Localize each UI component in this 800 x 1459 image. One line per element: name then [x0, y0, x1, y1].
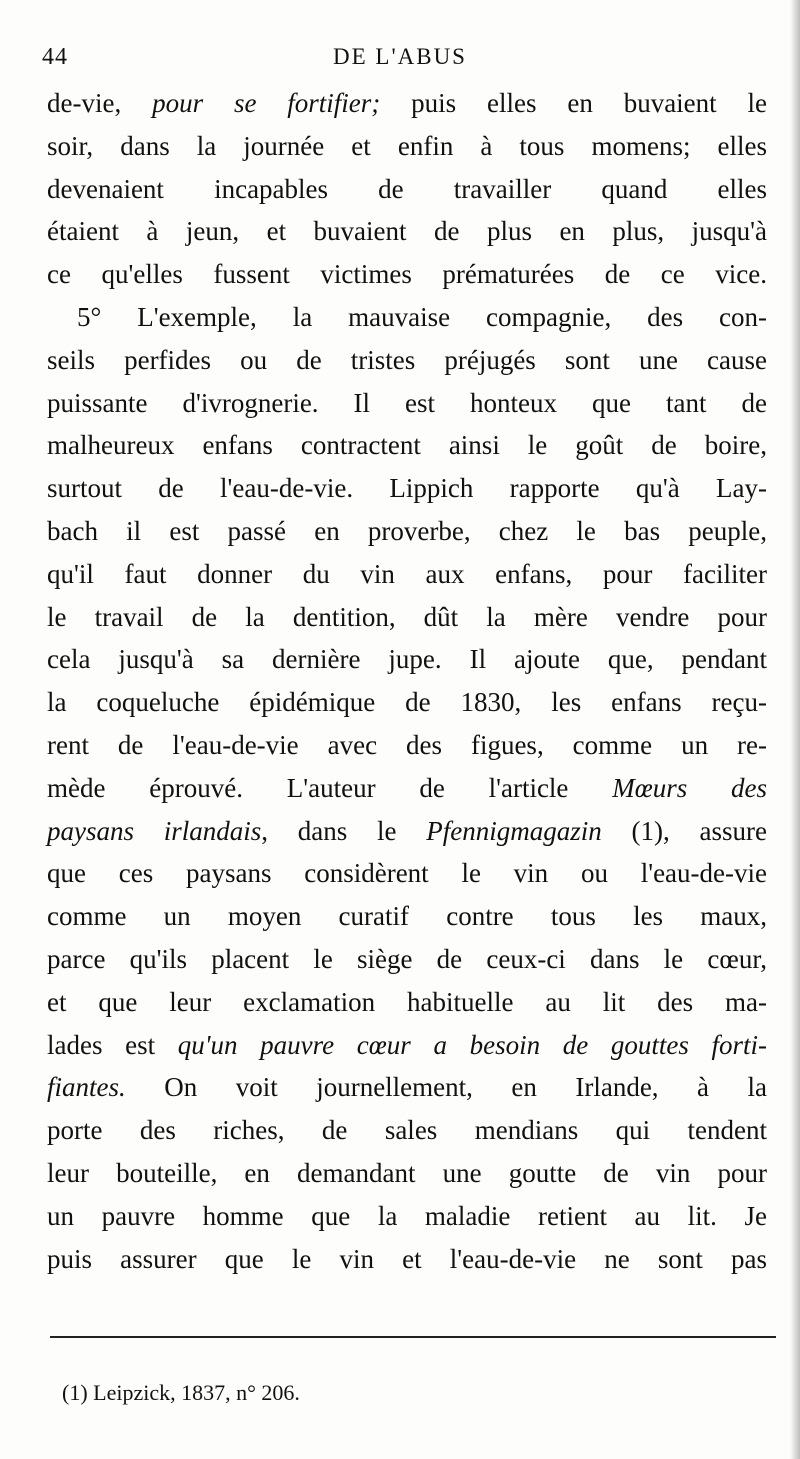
text-line: [47, 638, 767, 681]
text-line: [47, 810, 767, 853]
text-line: [47, 895, 767, 938]
text-segment: On voit journellement, en Irlande, à la: [125, 1072, 767, 1103]
text-segment: (1), assure: [601, 815, 767, 846]
text-segment: rent de l'eau-de-vie avec des figues, comme un re-: [47, 729, 767, 760]
footnote: (1) Leipzick, 1837, n° 206.: [62, 1380, 300, 1405]
text-segment: mède éprouvé. L'auteur de l'article: [47, 772, 613, 803]
italic-text: fiantes.: [47, 1072, 126, 1103]
text-line: [47, 767, 767, 810]
text-line: [47, 681, 767, 724]
text-line: [47, 596, 767, 639]
text-line: [47, 296, 767, 339]
text-line: [47, 253, 767, 296]
text-line: [47, 1024, 767, 1067]
text-segment: devenaient incapables de travailler quand elles: [47, 173, 767, 204]
page-number: 44: [42, 44, 68, 70]
italic-text: Pfennigmagazin: [426, 815, 602, 846]
footnote-rule: [50, 1336, 776, 1338]
text-line: [47, 1195, 767, 1238]
text-line: [47, 82, 767, 125]
text-line: [47, 510, 767, 553]
text-segment: de-vie,: [47, 88, 153, 118]
text-line: [47, 1152, 767, 1195]
text-line: [47, 168, 767, 211]
body-text: [47, 82, 767, 1280]
text-segment: lades est: [47, 1029, 178, 1060]
text-segment: puissante d'ivrognerie. Il est honteux que tant de: [47, 387, 767, 418]
text-segment: porte des riches, de sales mendians qui tendent: [47, 1115, 767, 1146]
text-segment: bach il est passé en proverbe, chez le bas peuple,: [47, 515, 767, 546]
text-line: [47, 210, 767, 253]
text-segment: puis elles en buvaient le: [380, 88, 768, 118]
text-segment: cela jusqu'à sa dernière jupe. Il ajoute que, pendant: [47, 644, 767, 675]
italic-text: qu'un pauvre cœur a besoin de gouttes forti-: [177, 1029, 767, 1060]
text-line: [47, 553, 767, 596]
text-segment: ce qu'elles fussent victimes prématurées de ce vice.: [47, 259, 767, 290]
text-segment: le travail de la dentition, dût la mère vendre pour: [47, 601, 767, 632]
text-segment: comme un moyen curatif contre tous les maux,: [47, 901, 767, 932]
text-segment: surtout de l'eau-de-vie. Lippich rapporte qu'à Lay-: [47, 473, 767, 504]
text-segment: puis assurer que le vin et l'eau-de-vie ne sont pas: [47, 1243, 767, 1274]
page-edge-shadow: [790, 0, 800, 1459]
text-segment: parce qu'ils placent le siège de ceux-ci dans le cœur,: [47, 943, 767, 974]
text-line: [47, 852, 767, 895]
italic-text: pour se fortifier;: [152, 88, 381, 118]
text-line: [47, 1066, 767, 1109]
text-segment: soir, dans la journée et enfin à tous momens; elles: [47, 130, 767, 161]
text-segment: leur bouteille, en demandant une goutte de vin pour: [47, 1157, 767, 1188]
text-line: [47, 125, 767, 168]
text-line: [47, 938, 767, 981]
text-segment: , dans le: [261, 815, 427, 846]
text-line: [47, 382, 767, 425]
running-head: DE L'ABUS: [333, 44, 467, 69]
text-line: [47, 467, 767, 510]
italic-text: Mœurs des: [612, 772, 767, 803]
text-line: [47, 339, 767, 382]
text-segment: étaient à jeun, et buvaient de plus en plus, jusqu'à: [47, 216, 767, 247]
text-line: [47, 424, 767, 467]
text-segment: que ces paysans considèrent le vin ou l'eau-de-vie: [47, 858, 767, 889]
page-header: [40, 44, 760, 76]
text-segment: seils perfides ou de tristes préjugés sont une cause: [47, 344, 767, 375]
text-segment: malheureux enfans contractent ainsi le goût de boire,: [47, 430, 767, 461]
text-segment: la coqueluche épidémique de 1830, les enfans reçu-: [47, 687, 767, 718]
text-segment: un pauvre homme que la maladie retient au lit. Je: [47, 1200, 767, 1231]
text-line: [47, 1109, 767, 1152]
text-line: [47, 1238, 767, 1281]
text-line: [47, 981, 767, 1024]
italic-text: paysans irlandais: [47, 815, 262, 846]
text-line: [47, 724, 767, 767]
text-segment: et que leur exclamation habituelle au lit des ma-: [47, 986, 767, 1017]
text-segment: 5° L'exemple, la mauvaise compagnie, des con-: [77, 301, 767, 332]
text-segment: qu'il faut donner du vin aux enfans, pour faciliter: [47, 558, 767, 589]
